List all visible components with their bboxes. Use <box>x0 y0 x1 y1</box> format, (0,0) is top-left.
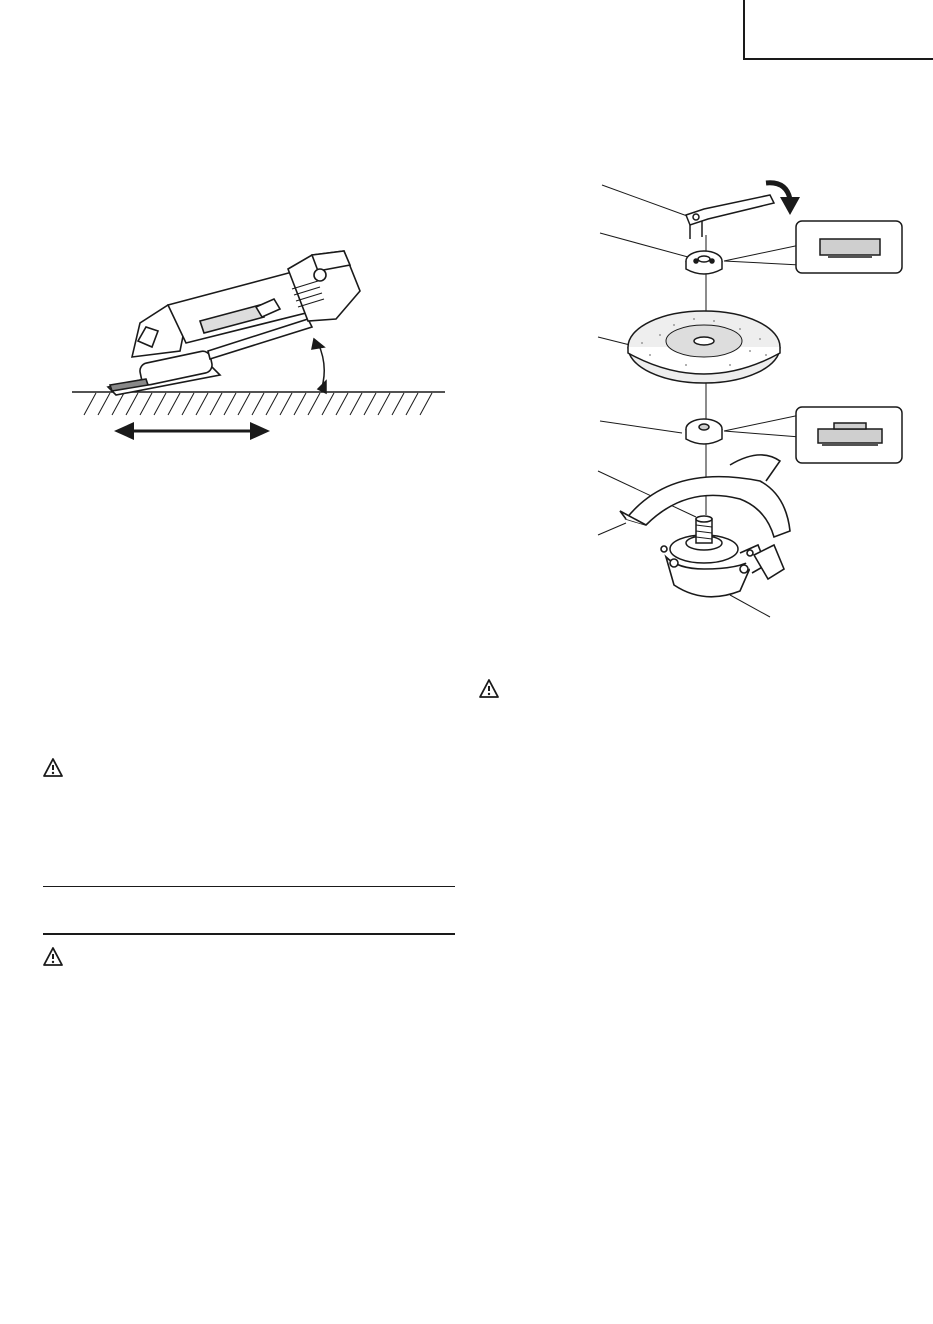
flange-wrench <box>686 195 774 239</box>
grinding-wheel <box>628 311 780 383</box>
movement-double-arrow <box>114 422 270 440</box>
caution-left-1 <box>42 757 64 779</box>
spindle <box>670 516 738 563</box>
wheel-assembly-figure <box>590 165 910 625</box>
caution-right-1 <box>478 678 500 700</box>
lock-nut-detail-callout <box>724 221 902 273</box>
grinder-tool <box>108 251 360 395</box>
washer-detail-callout <box>724 407 902 463</box>
section-rule-thick <box>43 933 455 935</box>
language-tab-box <box>743 0 933 60</box>
section-rule-thin <box>43 886 455 887</box>
lock-nut <box>686 251 722 274</box>
grinder-angle-figure <box>60 235 460 455</box>
ground-hatching <box>84 393 432 415</box>
wheel-washer <box>686 419 722 444</box>
angle-arc-arrow <box>312 339 326 393</box>
caution-left-2 <box>42 946 64 968</box>
